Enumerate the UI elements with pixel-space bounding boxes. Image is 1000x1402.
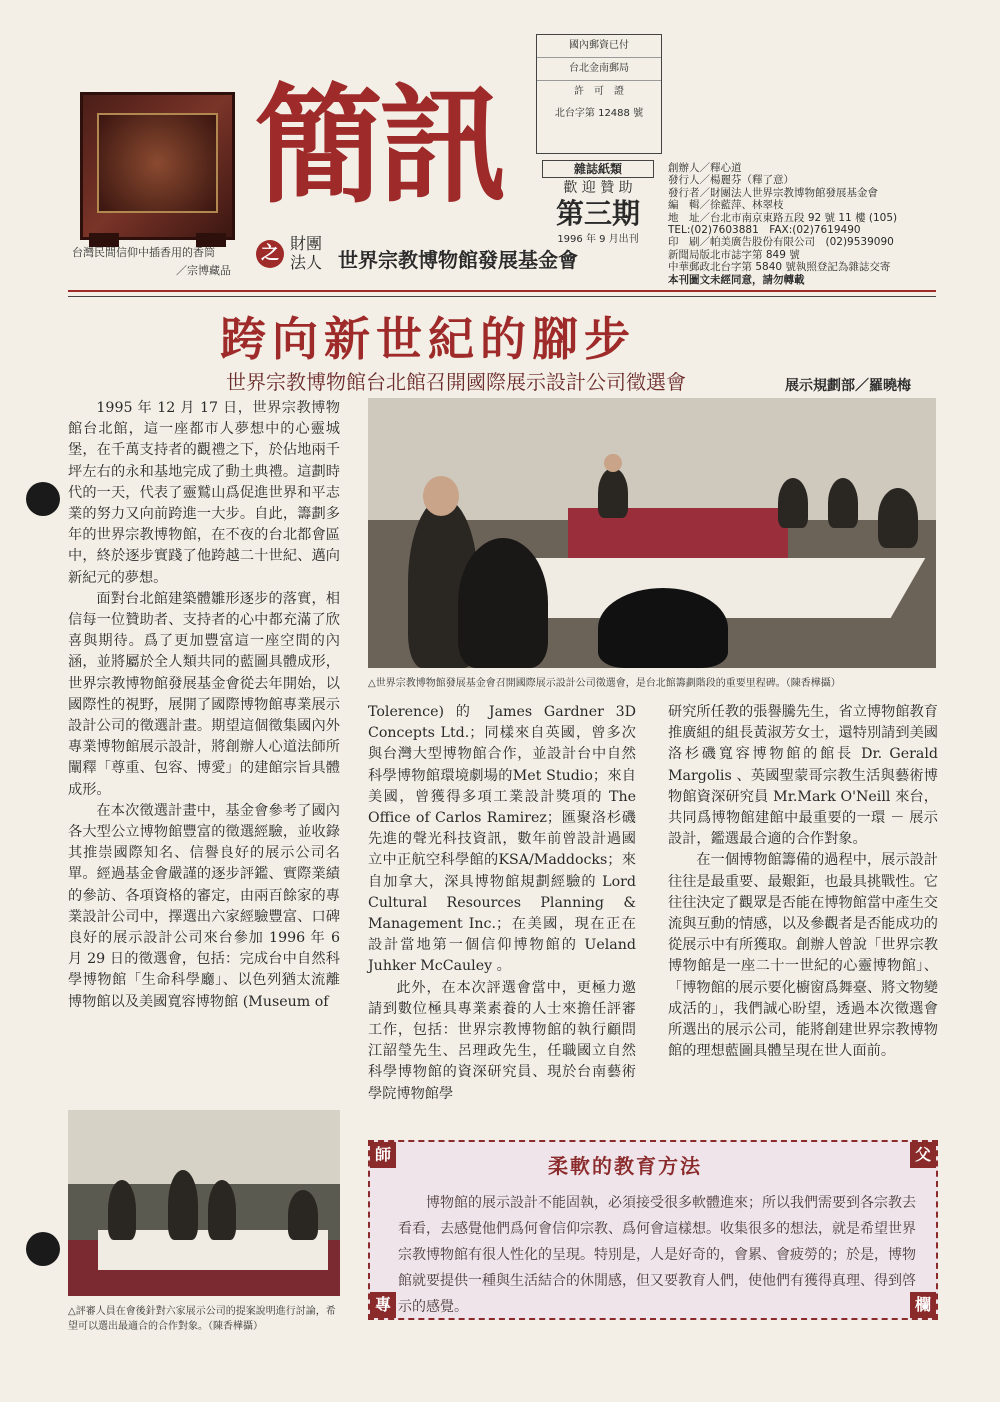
foundation-name: 世界宗教博物館發展基金會 [338,248,578,272]
credit-line: 本刊圖文未經同意，請勿轉載 [668,273,805,286]
photo-caption-main: △世界宗教博物館發展基金會召開國際展示設計公司徵選會，是台北館籌劃階段的重要里程碑。（陳香樺攝） [368,678,841,689]
welcome-label: 歡 迎 贊 助 [563,180,633,196]
foundation-logo: 之 [256,240,284,268]
credit-line: 中華郵政北台字第 5840 號執照登記為雜誌交寄 [668,261,891,274]
corner-label: 師 [370,1142,396,1168]
article-column-1 [68,398,340,1013]
credit-line: TEL:(02)7603881 FAX:(02)7619490 [668,224,861,237]
top-divider-thin [68,296,936,297]
credit-line: 新聞局版北市誌字第 849 號 [668,248,800,261]
postage-line-3: 許 可 證 [574,86,624,97]
corner-label: 父 [910,1142,936,1168]
paragraph: 博物館的展示設計不能固執，必須接受很多軟體進來；所以我們需要到各宗教去看看，去感覺他們爲何會信仰宗教、爲何會這樣想。收集很多的想法，就是希望世界宗教博物館有很人性化的呈現。特別是，人是好奇的，會累、會疲勞的；於是，博物館就要提供一種與生活結合的休閒感，但又要教育人們，使他們有獲得真理、得到啓示的感覺。 [398,1195,916,1315]
credit-line: 創辦人／釋心道 [668,162,742,174]
paragraph: 研究所任教的張譽騰先生，省立博物館教育推廣組的組長黃淑芳女士，還特別請到美國洛杉磯寬容博物館的館長 Dr. Gerald Margolis 、英國聖蒙哥宗教生活與藝術博物館資深研究員 Mr.Mark O'Neill 來台，共同爲博物館建館中最重要的一環 － 展示設計，鑑選最合適的合作對象。 [668,704,938,848]
image-caption-2: ／宗博藏品 [176,264,231,277]
masthead-title: 簡訊 [255,71,504,221]
sidebar-title: 柔軟的教育方法 [548,1154,702,1178]
issue-block [536,160,660,245]
postage-line-2: 台北金南郵局 [537,58,661,81]
postage-line-4: 北台字第 12488 號 [554,108,644,119]
paragraph: 在本次徵選計畫中，基金會參考了國內各大型公立博物館豐富的徵選經驗，並收錄其推崇國際知名、信譽良好的展示公司名單。經過基金會嚴謹的逐步評鑑、實際業績的參訪、各項資格的審定，由兩百餘家的專業設計公司中，擇選出六家經驗豐富、口碑良好的展示設計公司來台參加 1996 年 6 月 29 日的徵選會，包括：完成台中自然科學博物館「生命科學廳」、以色列猶太流離博物館以及美國寬容博物館 (Museum of [68,802,340,1010]
paragraph: 此外，在本次評選會當中，更極力邀請到數位極具專業素養的人士來擔任評審工作，包括：世界宗教博物館的執行顧問江韶瑩先生、呂理政先生，任職國立自然科學博物館的資深研究員、現於台南藝術學院博物館學 [368,979,636,1102]
category-label: 雜誌紙類 [542,160,654,178]
corner-label: 欄 [910,1292,936,1318]
credit-line: 地 址／台北市南京東路五段 92 號 11 樓 (105) [668,211,898,224]
credit-line: 印 刷／帕美廣告股份有限公司 (02)9539090 [668,236,894,249]
paragraph: 1995 年 12 月 17 日，世界宗教博物館台北館，這一座都市人夢想中的心靈城堡，在千萬支持者的觀禮之下，於佔地兩千坪左右的永和基地完成了動土典禮。這劃時代的一天，代表了靈鷲山爲促進世界和平志業的努力又向前跨進一大步。自此，籌劃多年的世界宗教博物館，在不夜的台北都會區中，終於逐步實踐了他跨越二十世紀、邁向新紀元的夢想。 [68,400,340,586]
selection-meeting-photo [368,398,936,668]
postage-permit-box [536,34,662,154]
binder-hole-bottom [26,1232,60,1266]
credit-line: 編 輯／徐藍萍、林翠枝 [668,199,784,212]
top-divider [68,290,936,292]
image-caption-1: 台灣民間信仰中插香用的香筒 [72,246,215,259]
article-headline: 跨向新世紀的腳步 [220,312,636,366]
issue-date: 1996 年 9 月出刊 [557,234,639,245]
article-subhead: 世界宗教博物館台北館召開國際展示設計公司徵選會 [226,370,686,394]
article-byline: 展示規劃部／羅曉梅 [785,378,911,394]
paragraph: Tolerence) 的 James Gardner 3D Concepts Ltd.；同樣來自英國，曾多次與台灣大型博物館合作，並設計台中自然科學博物館環境劇場的Met Studio；來自美國，曾獲得多項工業設計獎項的 The Office of Carlos Ramirez；匯聚洛杉磯先進的聲光科技資訊，數年前曾設計過國立中正航空科學館的KSA/Maddocks；來自加拿大，深具博物館規劃經驗的 Lord Cultural Resources Planning & Management Inc.；在美國，現在正在設計當地第一個信仰博物館的 Ueland Juhker McCauley 。 [368,704,636,975]
binder-hole-top [26,482,60,516]
sidebar-body [398,1190,916,1320]
corner-label: 專 [370,1292,396,1318]
paragraph: 在一個博物館籌備的過程中，展示設計往往是最重要、最艱鉅，也最具挑戰性。它往往決定了觀眾是否能在博物館當中產生交流與互動的情感，以及參觀者是否能成功的從展示中有所獲取。創辦人曾說「世界宗教博物館是一座二十一世紀的心靈博物館」、「博物館的展示要化櫥窗爲舞臺、將文物變成活的」，我們誠心盼望，透過本次徵選會所選出的展示公司，能將創建世界宗教博物館的理想藍圖具體呈現在世人面前。 [668,852,938,1060]
article-column-3 [668,702,938,1062]
issue-number: 第三期 [555,197,640,230]
credit-line: 發行人／楊麗芬（釋了意） [668,174,794,187]
postage-line-1: 國內郵資已付 [537,35,661,58]
photo-caption-secondary: △評審人員在會後針對六家展示公司的提案說明進行討論，希望可以選出最適合的合作對象。（陳香樺攝） [68,1306,336,1332]
judges-discussion-photo [68,1110,340,1296]
incense-holder-image [80,92,235,240]
article-column-2 [368,702,636,1105]
credits-block [668,162,968,286]
foundation-prefix: 財團法人 [290,234,323,272]
paragraph: 面對台北館建築體雛形逐步的落實，相信每一位贊助者、支持者的心中都充滿了欣喜與期待。爲了更加豐富這一座空間的內涵，並將屬於全人類共同的藍圖具體成形，世界宗教博物館發展基金會從去年開始，以國際性的視野，展開了國際博物館專業展示設計公司的徵選計畫。期望這個徵集國內外專業博物館展示設計，將創辦人心道法師所闡釋「尊重、包容、博愛」的建館宗旨具體成形。 [68,590,340,798]
credit-line: 發行者／財團法人世界宗教博物館發展基金會 [668,186,878,199]
